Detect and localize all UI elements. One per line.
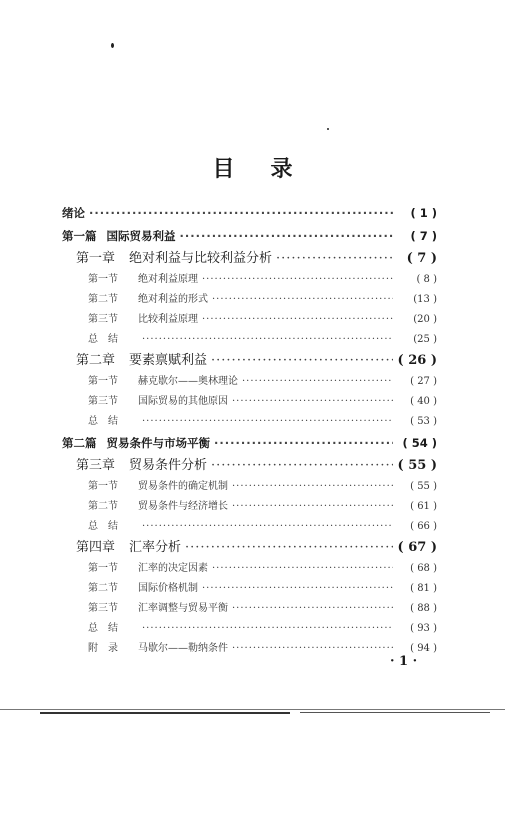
toc-section-row — [62, 517, 437, 537]
toc-entry-title: 贸易条件与市场平衡 — [106, 436, 210, 450]
dot-leader — [232, 639, 393, 659]
toc-entry-label: 第二节 — [88, 501, 118, 512]
toc-chapter-row — [62, 350, 437, 372]
toc-section-row — [62, 290, 437, 310]
toc-entry-label: 第二章 — [76, 353, 116, 368]
toc-entry-page: ( 67 ) — [397, 540, 437, 555]
toc-entry-title: 国际价格机制 — [138, 583, 198, 594]
toc-entry-label: 第一节 — [88, 481, 118, 492]
toc-entry-page: ( 81 ) — [410, 583, 437, 594]
toc-entry-page: ( 94 ) — [410, 643, 437, 654]
dot-leader — [212, 290, 393, 310]
dot-leader — [232, 599, 393, 619]
toc-entry-title: 汇率的决定因素 — [138, 563, 208, 574]
toc-entry-title: 汇率调整与贸易平衡 — [138, 603, 228, 614]
toc-entry-label: 第四章 — [76, 540, 116, 555]
toc-entry-page: ( 68 ) — [410, 563, 437, 574]
toc-entry-page: ( 26 ) — [397, 353, 437, 368]
toc-entry-label: 附 录 — [88, 643, 118, 654]
toc-entry-title: 国际贸易利益 — [106, 229, 176, 243]
bottom-rule — [0, 709, 505, 710]
toc-section-row — [62, 270, 437, 290]
toc-entry-page: ( 1 ) — [410, 206, 437, 220]
toc-section-row — [62, 372, 437, 392]
toc-entry-title: 贸易条件的确定机制 — [138, 481, 228, 492]
toc-entry-label: 总 结 — [88, 521, 118, 532]
toc-entry-title: 要素禀赋利益 — [129, 353, 208, 368]
toc-entry-label: 第三节 — [88, 314, 118, 325]
dot-leader — [232, 392, 393, 412]
toc-chapter-row — [62, 537, 437, 559]
scan-speck — [327, 128, 329, 130]
toc-entry-page: (25 ) — [413, 334, 437, 345]
dot-leader — [142, 330, 393, 350]
dot-leader — [185, 537, 393, 559]
toc-entry-label: 第三章 — [76, 458, 116, 473]
dot-leader — [211, 455, 393, 477]
bottom-rule — [40, 712, 290, 714]
page-title: 目录 — [212, 157, 329, 182]
toc-entry-title: 赫克歇尔——奥林理论 — [138, 376, 238, 387]
toc-section-row — [62, 579, 437, 599]
toc-entry-label: 第一节 — [88, 376, 118, 387]
toc-entry-page: ( 88 ) — [410, 603, 437, 614]
table-of-contents — [62, 202, 437, 659]
toc-section-row — [62, 477, 437, 497]
toc-entry-page: ( 40 ) — [410, 396, 437, 407]
dot-leader — [180, 225, 394, 248]
toc-section-row — [62, 497, 437, 517]
toc-entry-title: 绝对利益与比较利益分析 — [129, 251, 273, 266]
toc-entry-page: ( 55 ) — [410, 481, 437, 492]
toc-section-row — [62, 330, 437, 350]
toc-entry-label: 第一篇 — [62, 229, 97, 243]
dot-leader — [89, 202, 393, 225]
toc-entry-label: 总 结 — [88, 334, 118, 345]
toc-entry-title: 汇率分析 — [129, 540, 182, 555]
toc-section-row — [62, 639, 437, 659]
dot-leader — [232, 497, 393, 517]
toc-entry-title: 国际贸易的其他原因 — [138, 396, 228, 407]
toc-entry-page: ( 8 ) — [416, 274, 437, 285]
dot-leader — [202, 579, 393, 599]
dot-leader — [212, 559, 393, 579]
dot-leader — [276, 248, 393, 270]
dot-leader — [142, 517, 393, 537]
toc-section-row — [62, 559, 437, 579]
toc-entry-page: ( 27 ) — [410, 376, 437, 387]
dot-leader — [142, 619, 393, 639]
toc-entry-page: ( 61 ) — [410, 501, 437, 512]
toc-entry-label: 总 结 — [88, 623, 118, 634]
dot-leader — [242, 372, 393, 392]
toc-entry-page: ( 53 ) — [410, 416, 437, 427]
toc-entry-label: 总 结 — [88, 416, 118, 427]
bottom-rule — [300, 712, 490, 713]
toc-entry-label: 第二篇 — [62, 436, 97, 450]
toc-entry-page: ( 93 ) — [410, 623, 437, 634]
toc-entry-page: (20 ) — [413, 314, 437, 325]
toc-entry-page: ( 66 ) — [410, 521, 437, 532]
toc-chapter-row — [62, 455, 437, 477]
toc-entry-title: 绝对利益的形式 — [138, 294, 208, 305]
dot-leader — [142, 412, 393, 432]
toc-entry-title: 绝对利益原理 — [138, 274, 198, 285]
toc-entry-title: 贸易条件分析 — [129, 458, 208, 473]
dot-leader — [202, 310, 393, 330]
toc-section-row — [62, 392, 437, 412]
toc-entry-title: 贸易条件与经济增长 — [138, 501, 228, 512]
toc-entry-title: 马歇尔——勒纳条件 — [138, 643, 228, 654]
scan-speck — [111, 43, 114, 48]
page-number: · 1 · — [390, 654, 418, 669]
toc-entry-page: ( 7 ) — [410, 229, 437, 243]
toc-entry-label: 第二节 — [88, 583, 118, 594]
toc-section-row — [62, 310, 437, 330]
toc-entry-title: 比较利益原理 — [138, 314, 198, 325]
toc-chapter-row — [62, 248, 437, 270]
toc-part-row — [62, 202, 437, 225]
toc-entry-label: 第一章 — [76, 251, 116, 266]
toc-entry-label: 第三节 — [88, 603, 118, 614]
toc-part-row — [62, 432, 437, 455]
toc-entry-label: 第一节 — [88, 274, 118, 285]
toc-section-row — [62, 619, 437, 639]
toc-entry-label: 第二节 — [88, 294, 118, 305]
toc-entry-page: ( 7 ) — [406, 251, 437, 266]
toc-entry-page: (13 ) — [413, 294, 437, 305]
toc-entry-label: 第三节 — [88, 396, 118, 407]
dot-leader — [202, 270, 393, 290]
dot-leader — [211, 350, 393, 372]
toc-section-row — [62, 412, 437, 432]
dot-leader — [232, 477, 393, 497]
toc-entry-title: 绪论 — [62, 206, 85, 220]
toc-entry-label: 第一节 — [88, 563, 118, 574]
toc-part-row — [62, 225, 437, 248]
toc-entry-page: ( 54 ) — [402, 436, 437, 450]
toc-entry-page: ( 55 ) — [397, 458, 437, 473]
toc-section-row — [62, 599, 437, 619]
dot-leader — [214, 432, 393, 455]
